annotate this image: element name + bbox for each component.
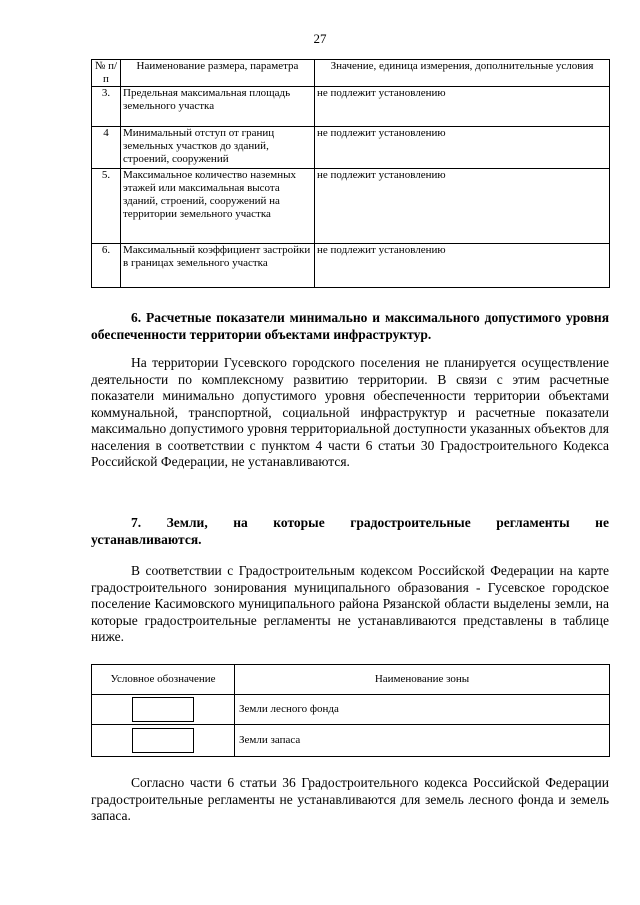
zone-name: Земли лесного фонда xyxy=(235,695,610,725)
zone-name: Земли запаса xyxy=(235,725,610,757)
page-number: 27 xyxy=(313,31,327,46)
section7-heading xyxy=(91,514,609,531)
header-value: Значение, единица измерения, дополнительные условия xyxy=(315,60,610,87)
symbol-cell xyxy=(92,725,235,757)
row-name: Максимальное количество наземных этажей или максимальная высота зданий, строений, сооружений на территории земельного участка xyxy=(121,169,315,244)
header-symbol: Условное обозначение xyxy=(92,665,235,695)
row-value: не подлежит установлению xyxy=(315,244,610,288)
heading-word: которые xyxy=(273,515,325,530)
heading-word: градостроительные xyxy=(350,515,471,530)
row-num: 5. xyxy=(92,169,121,244)
row-value: не подлежит установлению xyxy=(315,169,610,244)
table-row xyxy=(92,244,610,288)
table-row xyxy=(92,695,610,725)
table-row xyxy=(92,127,610,169)
row-num: 3. xyxy=(92,87,121,127)
section7-heading-line2: устанавливаются. xyxy=(91,532,202,547)
row-name: Минимальный отступ от границ земельных участков до зданий, строений, сооружений xyxy=(121,127,315,169)
parameters-table xyxy=(91,59,610,288)
row-name: Максимальный коэффициент застройки в границах земельного участка xyxy=(121,244,315,288)
legend-symbol xyxy=(132,728,194,753)
table-header-row xyxy=(92,665,610,695)
legend-symbol xyxy=(132,697,194,722)
section6-text: На территории Гусевского городского поселения не планируется осуществление деятельности по комплексному развитию территории. В связи с этим расчетные показатели минимально допустимого уровня обеспеченности территории объектами коммунальной, транспортной, социальной инфраструктур и расчетные показатели максимально допустимого уровня территориальной доступности указанных объектов для населения в соответствии с пунктом 4 части 6 статьи 30 Градостроительного Кодекса Российской Федерации, не устанавливаются. xyxy=(91,355,609,469)
heading-word: на xyxy=(233,515,248,530)
table-row xyxy=(92,725,610,757)
row-value: не подлежит установлению xyxy=(315,127,610,169)
heading-word: не xyxy=(595,515,609,530)
section6-heading: 6. Расчетные показатели минимально и максимального допустимого уровня обеспеченности территории объектами инфраструктур. xyxy=(91,310,609,342)
row-num: 6. xyxy=(92,244,121,288)
heading-word: 7. xyxy=(131,515,142,530)
zones-table xyxy=(91,664,610,757)
heading-word: регламенты xyxy=(496,515,570,530)
table-row xyxy=(92,87,610,127)
header-num: № п/п xyxy=(92,60,121,87)
section7-text: В соответствии с Градостроительным кодексом Российской Федерации на карте градостроительного зонирования муниципального образования - Гусевское городское поселение Касимовского муниципального района Рязанской области выделены земли, на которые градостроительные регламенты не устанавливаются представлены в таблице ниже. xyxy=(91,563,609,644)
row-num: 4 xyxy=(92,127,121,169)
heading-word: Земли, xyxy=(166,515,208,530)
row-value: не подлежит установлению xyxy=(315,87,610,127)
header-name: Наименование размера, параметра xyxy=(121,60,315,87)
row-name: Предельная максимальная площадь земельного участка xyxy=(121,87,315,127)
symbol-cell xyxy=(92,695,235,725)
header-zone: Наименование зоны xyxy=(235,665,610,695)
table-row xyxy=(92,169,610,244)
closing-text: Согласно части 6 статьи 36 Градостроительного кодекса Российской Федерации градостроительные регламенты не устанавливаются для земель лесного фонда и земель запаса. xyxy=(91,775,609,823)
table-header-row xyxy=(92,60,610,87)
